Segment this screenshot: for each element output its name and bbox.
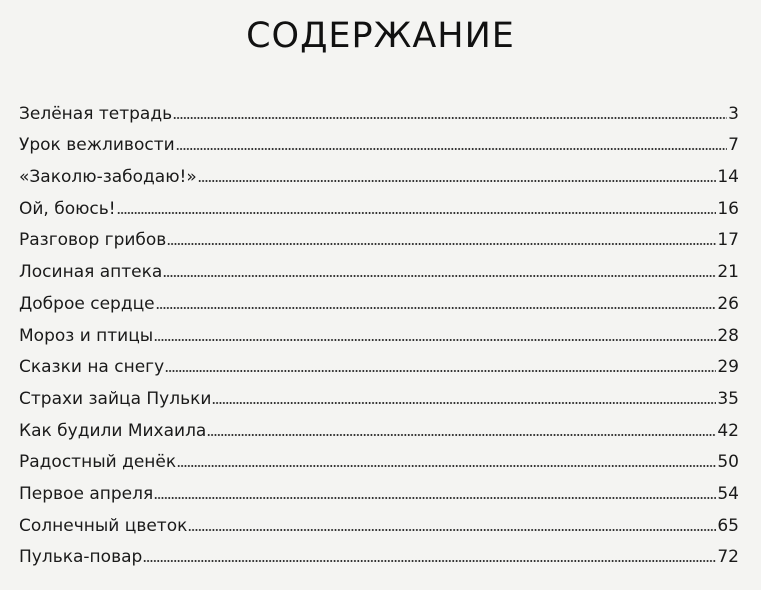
toc-entry-title: Доброе сердце xyxy=(19,293,155,314)
toc-dot-leader xyxy=(143,558,716,564)
toc-entry xyxy=(19,187,739,219)
toc-entry-page: 29 xyxy=(717,357,739,378)
toc-entry-title: Урок вежливости xyxy=(19,135,175,156)
toc-entry-page: 72 xyxy=(717,547,739,568)
toc-entry xyxy=(19,504,739,536)
toc-entry xyxy=(19,377,739,409)
toc-entry-title: Солнечный цветок xyxy=(19,515,188,536)
toc-entry xyxy=(19,92,739,124)
toc-entry-title: Пулька-повар xyxy=(19,547,143,568)
toc-dot-leader xyxy=(154,495,716,501)
toc-entry-title: Лосиная аптека xyxy=(19,262,163,283)
toc-entry xyxy=(19,219,739,251)
table-of-contents xyxy=(19,92,739,567)
toc-entry xyxy=(19,441,739,473)
toc-entry xyxy=(19,346,739,378)
toc-entry xyxy=(19,250,739,282)
toc-dot-leader xyxy=(207,432,716,438)
toc-entry-page: 26 xyxy=(717,293,739,314)
toc-entry-page: 3 xyxy=(728,103,739,124)
toc-entry-page: 7 xyxy=(728,135,739,156)
toc-dot-leader xyxy=(167,241,716,247)
toc-entry-title: Страхи зайца Пульки xyxy=(19,388,212,409)
toc-entry xyxy=(19,124,739,156)
toc-dot-leader xyxy=(165,368,716,374)
toc-dot-leader xyxy=(212,400,716,406)
toc-entry-title: Радостный денёк xyxy=(19,452,177,473)
toc-entry-title: Первое апреля xyxy=(19,483,154,504)
page-title: СОДЕРЖАНИЕ xyxy=(246,16,515,56)
toc-entry-page: 42 xyxy=(717,420,739,441)
toc-entry-title: Разговор грибов xyxy=(19,230,167,251)
toc-entry-page: 16 xyxy=(717,198,739,219)
toc-entry-title: Ой, боюсь! xyxy=(19,198,116,219)
toc-dot-leader xyxy=(163,273,716,279)
toc-dot-leader xyxy=(188,527,716,533)
toc-dot-leader xyxy=(173,115,727,121)
toc-dot-leader xyxy=(154,337,716,343)
toc-dot-leader xyxy=(117,210,717,216)
toc-dot-leader xyxy=(176,146,728,152)
toc-entry-page: 28 xyxy=(717,325,739,346)
toc-entry-page: 50 xyxy=(717,452,739,473)
toc-dot-leader xyxy=(177,463,716,469)
toc-entry xyxy=(19,314,739,346)
toc-entry-page: 54 xyxy=(717,483,739,504)
toc-entry xyxy=(19,155,739,187)
toc-entry-page: 35 xyxy=(717,388,739,409)
toc-entry-title: Как будили Михаила xyxy=(19,420,207,441)
toc-entry-page: 17 xyxy=(717,230,739,251)
toc-entry xyxy=(19,472,739,504)
toc-entry xyxy=(19,409,739,441)
toc-entry-title: Сказки на снегу xyxy=(19,357,165,378)
toc-entry-page: 65 xyxy=(717,515,739,536)
toc-entry-page: 21 xyxy=(717,262,739,283)
toc-dot-leader xyxy=(198,178,717,184)
toc-entry-title: Мороз и птицы xyxy=(19,325,154,346)
toc-entry xyxy=(19,282,739,314)
toc-entry-title: «Заколю-забодаю!» xyxy=(19,167,197,188)
toc-dot-leader xyxy=(156,305,717,311)
toc-entry xyxy=(19,536,739,568)
toc-entry-title: Зелёная тетрадь xyxy=(19,103,173,124)
toc-entry-page: 14 xyxy=(717,167,739,188)
